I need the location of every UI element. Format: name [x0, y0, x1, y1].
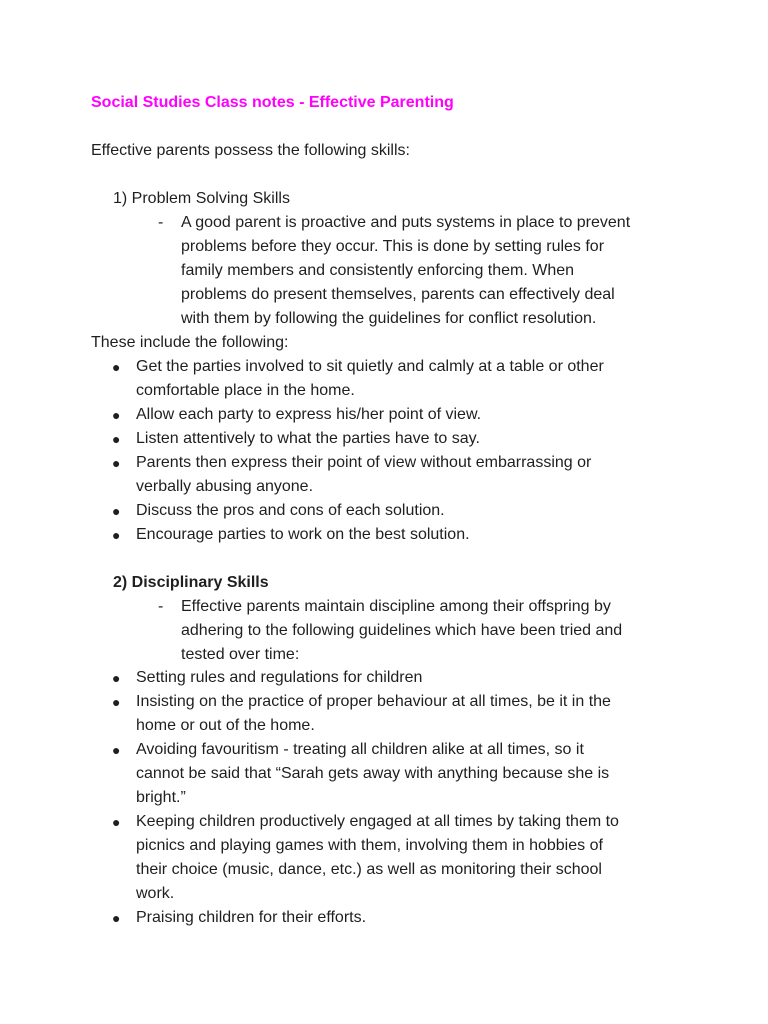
list-item-text: Praising children for their efforts.	[136, 909, 367, 926]
dash-text-line: with them by following the guidelines for conflict resolution.	[181, 310, 597, 327]
dash-text-line: problems before they occur. This is done by setting rules for	[181, 238, 605, 255]
dash-text-line: A good parent is proactive and puts systems in place to prevent	[181, 214, 631, 231]
list-item-text: their choice (music, dance, etc.) as well as monitoring their school	[136, 861, 602, 878]
list-item-text: Listen attentively to what the parties have to say.	[136, 430, 480, 447]
dash-text-line: family members and consistently enforcing them. When	[181, 262, 575, 279]
list-item-text: comfortable place in the home.	[136, 382, 355, 399]
bullet-icon: ●	[112, 455, 121, 471]
bullet-icon: ●	[112, 814, 121, 830]
bullet-icon: ●	[112, 431, 121, 447]
dash-text-line: adhering to the following guidelines which have been tried and	[181, 622, 623, 639]
bullet-icon: ●	[112, 742, 121, 758]
list-item-text: home or out of the home.	[136, 717, 315, 734]
document-title: Social Studies Class notes - Effective Parenting	[91, 94, 454, 111]
list-item-text: Encourage parties to work on the best solution.	[136, 526, 470, 543]
section-heading-disciplinary: 2) Disciplinary Skills	[113, 574, 269, 591]
list-item-text: Discuss the pros and cons of each solution.	[136, 502, 445, 519]
include-line: These include the following:	[91, 334, 289, 351]
section-heading-problem-solving: 1) Problem Solving Skills	[113, 190, 290, 207]
list-item-text: verbally abusing anyone.	[136, 478, 314, 495]
list-item-text: bright.”	[136, 789, 186, 806]
bullet-icon: ●	[112, 670, 121, 686]
list-item-text: cannot be said that “Sarah gets away with anything because she is	[136, 765, 610, 782]
list-item-text: Setting rules and regulations for children	[136, 669, 423, 686]
dash-text-line: Effective parents maintain discipline among their offspring by	[181, 598, 611, 615]
bullet-icon: ●	[112, 694, 121, 710]
list-item-text: Insisting on the practice of proper behaviour at all times, be it in the	[136, 693, 611, 710]
bullet-icon: ●	[112, 527, 121, 543]
list-item-text: Keeping children productively engaged at all times by taking them to	[136, 813, 619, 830]
bullet-icon: ●	[112, 359, 121, 375]
list-item-text: Avoiding favouritism - treating all children alike at all times, so it	[136, 741, 584, 758]
list-item-text: picnics and playing games with them, involving them in hobbies of	[136, 837, 603, 854]
dash-text-line: problems do present themselves, parents can effectively deal	[181, 286, 615, 303]
list-item-text: Allow each party to express his/her point of view.	[136, 406, 482, 423]
list-item-text: Get the parties involved to sit quietly and calmly at a table or other	[136, 358, 604, 375]
bullet-icon: ●	[112, 910, 121, 926]
bullet-icon: ●	[112, 503, 121, 519]
list-item-text: work.	[136, 885, 175, 902]
dash-marker: -	[158, 214, 164, 231]
list-item-text: Parents then express their point of view without embarrassing or	[136, 454, 592, 471]
intro-text: Effective parents possess the following skills:	[91, 142, 410, 159]
dash-text-line: tested over time:	[181, 646, 300, 663]
bullet-icon: ●	[112, 407, 121, 423]
dash-marker: -	[158, 598, 164, 615]
